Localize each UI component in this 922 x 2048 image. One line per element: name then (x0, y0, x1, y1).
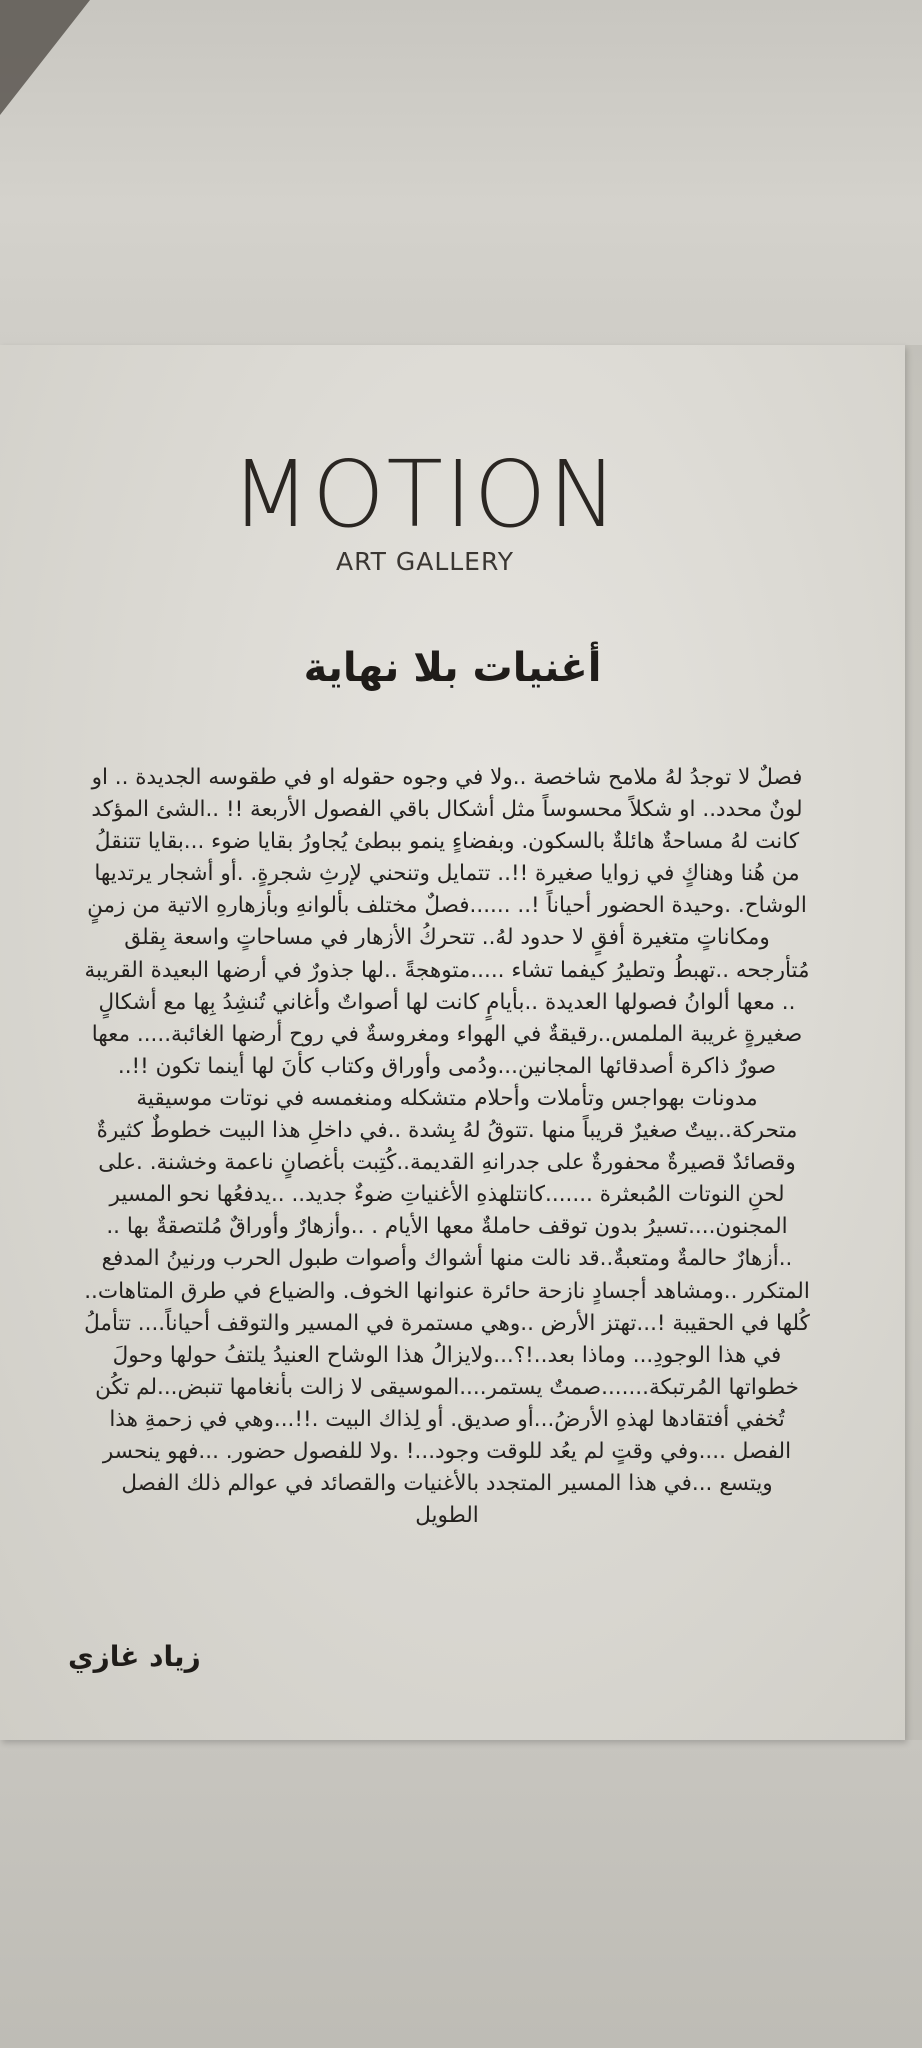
text-line: الوشاح. .وحيدة الحضور أحياناً !.. ......فصلٌ مختلف بألوانهِ وبأزهارهِ الاتية من زمنٍ (87, 893, 807, 919)
text-line: لونٌ محدد.. او شكلاً محسوساً مثل أشكال باقي الفصول الأربعة !! ..الشئ المؤكد (91, 797, 803, 823)
wall-top (0, 0, 922, 345)
text-line: من هُنا وهناكٍ في زوايا صغيرة !!.. تتمايل وتنحني لإرثِ شجرةٍ. .أو أشجار يرتديها (94, 861, 800, 887)
text-line: وقصائدٌ قصيرةٌ محفورةٌ على جدرانهِ القديمة..كُتِبت بأغصانٍ ناعمة وخشنة. .على (98, 1150, 796, 1176)
text-line: صورٌ ذاكرة أصدقائها المجانين...ودُمى وأوراق وكتاب كأنَ لها أينما تكون !!.. (117, 1053, 777, 1079)
text-line: ويتسع ...في هذا المسير المتجدد بالأغنيات والقصائد في عوالم ذلك الفصل (121, 1471, 773, 1497)
text-line: ..أزهارٌ حالمةٌ ومتعبةٌ..قد نالت منها أشواك وأصوات طبول الحرب ورنينُ المدفع (101, 1246, 793, 1272)
text-line: خطواتها المُرتبكة.......صمتٌ يستمر....الموسيقى لا زالت بأنغامها تنبض...لم تكُن (95, 1374, 799, 1400)
text-line: صغيرةٍ غريبة الملمس..رقيقةٌ في الهواء ومغروسةٌ في روح أرضها الغائبة..... معها (91, 1021, 803, 1047)
gallery-name: MOTION (230, 441, 620, 548)
text-line: الفصل ....وفي وقتٍ لم يعُد للوقت وجود...! .ولا للفصول حضور. ...فهو ينحسر (102, 1438, 792, 1464)
text-line: .. معها ألوانُ فصولها العديدة ..بأيامٍ كانت لها أصواتٌ وأغاني تُنشِدُ بِها مع أشكالٍ (98, 989, 796, 1015)
gallery-subtitle: ART GALLERY (335, 547, 515, 576)
text-line: مُتأرجحه ..تهبطُ وتطيرُ كيفما تشاء .....متوهجةً ..لها جذورٌ في أرضها البعيدة القريبة (84, 957, 810, 983)
text-line: متحركة..بيتٌ صغيرٌ قريباً منها .تتوقُ لهُ بِشدة ..في داخلِ هذا البيت خطوطٌ كثيرةٌ (96, 1118, 798, 1144)
exhibition-text (62, 762, 832, 1532)
gallery-logo (225, 441, 625, 576)
exhibition-title: أغنيات بلا نهاية (303, 645, 602, 691)
text-line: الطويل (415, 1503, 479, 1529)
author-name: زياد غازي (68, 1640, 201, 1673)
text-line: ومكاناتٍ متغيرة أفقٍ لا حدود لهُ.. تتحركُ الأزهار في مساحاتٍ واسعة بِقلق (124, 925, 770, 951)
text-line: في هذا الوجودِ... وماذا بعد..!؟...ولايزالُ هذا الوشاح العنيدُ يلتفُ حولها وحولَ (112, 1342, 782, 1368)
wall-bottom (0, 1740, 922, 2048)
text-line: المتكرر ..ومشاهد أجسادٍ نازحة حائرة عنوانها الخوف. والضياع في طرق المتاهات.. (84, 1278, 810, 1304)
corner-shadow (0, 0, 90, 115)
text-line: كانت لهُ مساحةٌ هائلةٌ بالسكون. وبفضاءٍ ينمو ببطئ يُجاورُ بقايا ضوء ...بقايا تتنقلُ (94, 829, 800, 855)
text-line: لحنِ النوتات المُبعثرة .......كانتلهذهِ الأغنياتِ ضوءٌ جديد.. ..يدفعُها نحو المسير (109, 1182, 785, 1208)
text-line: فصلٌ لا توجدُ لهُ ملامح شاخصة ..ولا في وجوه حقوله او في طقوسه الجديدة .. او (91, 765, 803, 790)
text-line: المجنون....تسيرُ بدون توقف حاملةٌ معها الأيام . ..وأزهارٌ وأوراقٌ مُلتصقةٌ بها .. (106, 1214, 788, 1240)
text-line: تُخفي أفتقادها لهذهِ الأرضُ...أو صديق. أو لِذاك البيت .!!...وهي في زحمةِ هذا (109, 1406, 785, 1432)
text-line: مدونات بهواجس وتأملات وأحلام متشكله ومنغمسه في نوتات موسيقية (136, 1085, 758, 1111)
text-line: كُلها في الحقيبة !...تهتز الأرض ..وهي مستمرة في المسير والتوقف أحياناً.... تتأملُ (84, 1310, 810, 1336)
